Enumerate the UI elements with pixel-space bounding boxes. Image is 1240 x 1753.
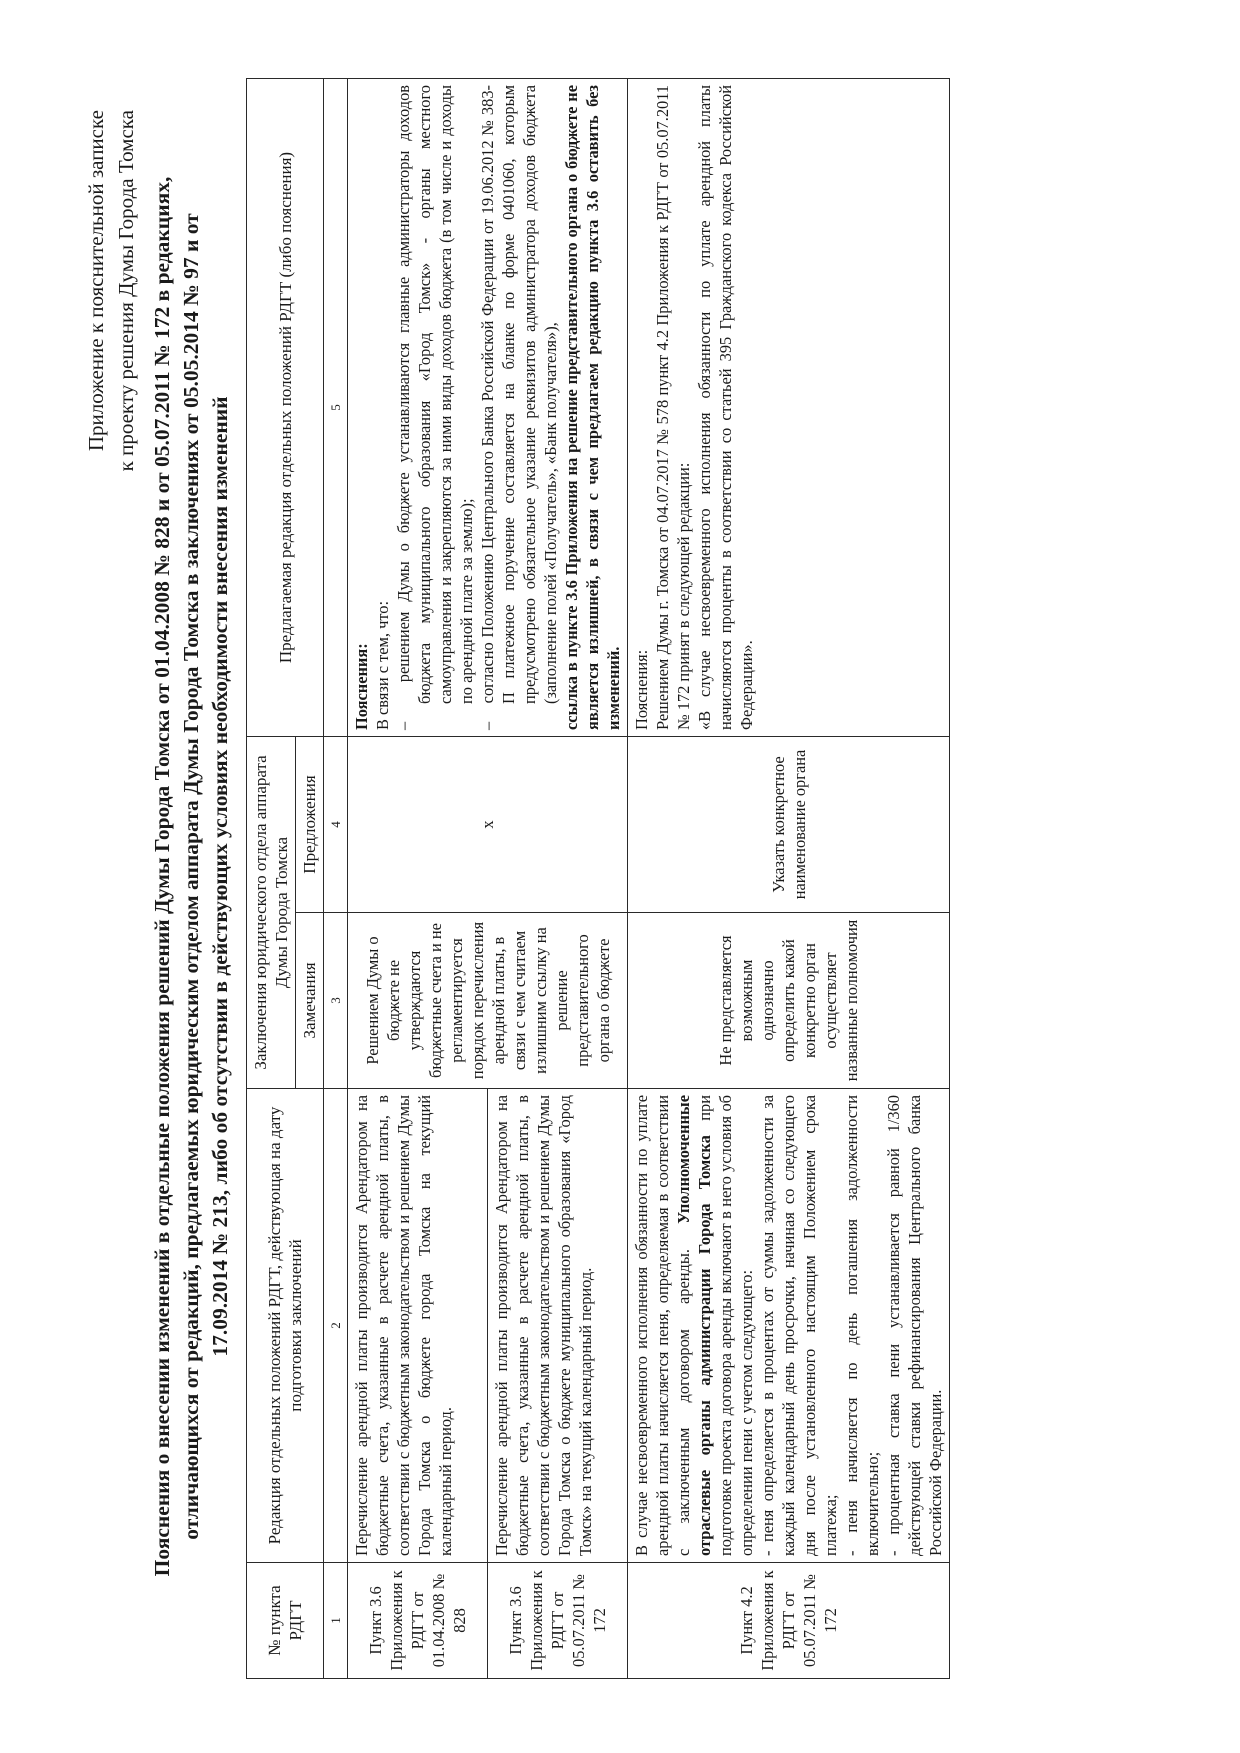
column-number: 3	[324, 913, 348, 1089]
column-number: 4	[324, 737, 348, 913]
title-line2: отличающихся от редакций, предлагаемых юридическим отделом аппарата Думы Города Томска в заключениях от 05.05.2014 № 97 и от	[179, 213, 203, 1540]
header-point-number: № пункта РДГТ	[247, 1563, 324, 1679]
column-numbers-row	[324, 79, 348, 1679]
current-edition-cell: Перечисление арендной платы производится Арендатором на бюджетные счета, указанные в расчете арендной платы, в соответствии с бюджетным законодательством и решением Думы Города Томска о бюджете города Томска на текущий календарный период.	[348, 1089, 488, 1563]
column-number: 1	[324, 1563, 348, 1679]
remarks-cell: Решением Думы о бюджете не утверждаются бюджетные счета и не регламентируется порядок перечисления арендной платы, в связи с чем считаем излишним ссылку на решение представительного органа о бюджете	[348, 913, 628, 1089]
current-item: - процентная ставка пени устанавливается равной 1/360 действующей ставки рефинансирования Центрального банка Российской Федерации.	[884, 1095, 945, 1556]
title-line1: Пояснения о внесении изменений в отдельные положения решений Думы Города Томска от 01.04.2008 № 828 и от 05.07.2011 № 172 в редакциях,	[150, 176, 174, 1577]
explanation-intro: В связи с тем, что:	[373, 600, 392, 730]
explanations-table	[246, 78, 950, 1679]
header-proposals: Предложения	[296, 737, 324, 913]
explanation-title: Пояснения:	[632, 649, 651, 730]
current-paragraph: при подготовке проекта договора аренды включают в него условия об определении пени с учетом следующего:	[695, 1095, 756, 1556]
header-current-edition: Редакция отдельных положений РДГТ, действующая на дату подготовки заключений	[247, 1089, 324, 1563]
proposed-edition-cell	[348, 79, 628, 737]
proposals-cell: x	[348, 737, 628, 913]
current-bold-phrase: Уполномоченные отраслевые органы администрации Города Томска	[674, 1095, 714, 1556]
header-legal-conclusions: Заключения юридического отдела аппарата Думы Города Томска	[247, 737, 296, 1089]
attachment-note-line1: Приложение к пояснительной записке	[84, 110, 108, 452]
header-proposed-edition: Предлагаемая редакция отдельных положений РДГТ (либо пояснения)	[247, 79, 324, 737]
current-paragraph: В случае несвоевременного исполнения обязанности по уплате арендной платы начисляется пеня, определяемая в соответствии с заключенным договором аренды.	[632, 1095, 693, 1556]
remarks-cell: Не представляется возможным однозначно определить какой конкретно орган осуществляет названные полномочия	[628, 913, 950, 1089]
explanation-title: Пояснения:	[352, 643, 371, 730]
table-row	[348, 79, 488, 1679]
current-item: - пеня определяется в процентах от суммы задолженности за каждый календарный день просрочки, начиная со следующего дня после установленного настоящим Положением срока платежа;	[758, 1095, 840, 1556]
point-number-cell: Пункт 4.2 Приложения к РДГТ от 05.07.2011 № 172	[628, 1563, 950, 1679]
explanation-paragraph: Решением Думы г. Томска от 04.07.2017 № 578 пункт 4.2 Приложения к РДГТ от 05.07.2011 № 172 принят в следующей редакции:	[653, 85, 693, 730]
proposed-edition-cell	[628, 79, 950, 737]
document-title	[148, 40, 235, 1713]
explanation-item: – решением Думы о бюджете устанавливаются главные администраторы доходов бюджета муниципального образования «Город Томск» - органы местного самоуправления и закрепляются за ними виды доходов бюджета (в том числе и доходы по арендной плате за землю);	[394, 85, 476, 730]
point-number-cell: Пункт 3.6 Приложения к РДГТ от 05.07.2011 № 172	[488, 1563, 628, 1679]
current-edition-cell	[628, 1089, 950, 1563]
current-item: - пеня начисляется по день погашения задолженности включительно;	[842, 1095, 882, 1556]
title-line3: 17.09.2014 № 213, либо об отсутствии в действующих условиях необходимости внесения изменений	[208, 396, 232, 1357]
explanation-paragraph: «В случае несвоевременного исполнения обязанности по уплате арендной платы начисляются проценты в соответствии со статьей 395 Гражданского кодекса Российской Федерации».	[695, 85, 756, 730]
point-number-cell: Пункт 3.6 Приложения к РДГТ от 01.04.2008 № 828	[348, 1563, 488, 1679]
current-edition-cell: Перечисление арендной платы производится Арендатором на бюджетные счета, указанные в расчете арендной платы, в соответствии с бюджетным законодательством и решением Думы Города Томска о бюджете муниципального образования «Город Томск» на текущий календарный период.	[488, 1089, 628, 1563]
attachment-note-line2: к проекту решения Думы Города Томска	[114, 110, 138, 472]
column-number: 5	[324, 79, 348, 737]
column-number: 2	[324, 1089, 348, 1563]
table-row	[628, 79, 950, 1679]
explanation-conclusion: ссылка в пункте 3.6 Приложения на решение представительного органа о бюджете не является излишней, в связи с чем предлагаем редакцию пункта 3.6 оставить без изменений.	[562, 85, 623, 730]
explanation-item: – согласно Положению Центрального Банка Российской Федерации от 19.06.2012 № 383-П платежное поручение составляется на бланке по форме 0401060, которым предусмотрено обязательное указание реквизитов администратора доходов бюджета (заполнение полей «Получатель», «Банк получателя»),	[478, 85, 560, 730]
header-remarks: Замечания	[296, 913, 324, 1089]
table-header-row	[247, 79, 296, 1679]
proposals-cell: Указать конкретное наименование органа	[628, 737, 950, 913]
